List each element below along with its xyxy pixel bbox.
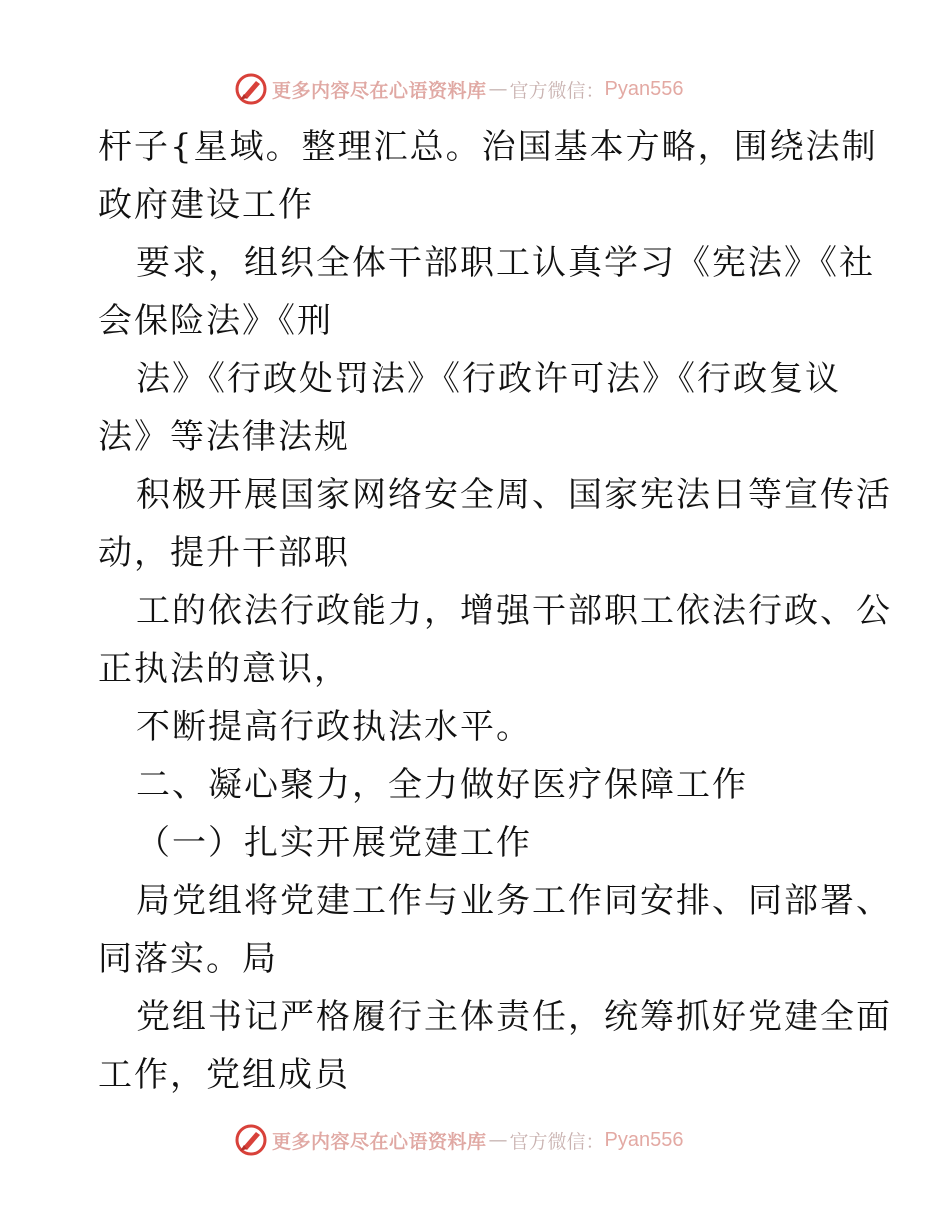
text-line: 动，提升干部职	[98, 533, 350, 573]
wechat-id: Pyan556	[604, 1128, 684, 1151]
banner-dash: —	[488, 78, 508, 100]
banner-text: 更多内容尽在心语资料库	[272, 1130, 487, 1153]
text-line: 局党组将党建工作与业务工作同安排、同部署、	[136, 881, 892, 921]
text-line: 工的依法行政能力，增强干部职工依法行政、公	[136, 591, 892, 631]
subsection-heading: （一）扎实开展党建工作	[136, 823, 532, 863]
text-line: 工作，党组成员	[98, 1055, 350, 1095]
wechat-id: Pyan556	[604, 77, 684, 100]
text-line: 会保险法》《刑	[98, 301, 333, 341]
text-line: 政府建设工作	[98, 185, 314, 225]
text-line: 不断提高行政执法水平。	[136, 707, 532, 747]
banner-text: 更多内容尽在心语资料库	[272, 79, 487, 102]
wechat-label: 官方微信：	[509, 1130, 605, 1153]
text-line: 法》等法律法规	[98, 417, 350, 457]
banner-dash: —	[488, 1129, 508, 1151]
text-line: 法》《行政处罚法》《行政许可法》《行政复议	[136, 359, 841, 399]
document-body	[98, 118, 892, 1104]
footer-watermark-banner	[234, 1123, 684, 1157]
brand-logo-icon	[234, 72, 268, 106]
header-watermark-banner	[234, 72, 684, 106]
text-line: 积极开展国家网络安全周、国家宪法日等宣传活	[136, 475, 892, 515]
brand-logo-icon	[234, 1123, 268, 1157]
text-line: 正执法的意识，	[98, 649, 350, 689]
wechat-label: 官方微信：	[509, 79, 605, 102]
text-line: 党组书记严格履行主体责任，统筹抓好党建全面	[136, 997, 892, 1037]
text-line: 同落实。局	[98, 939, 278, 979]
text-line: 杆子{星域。整理汇总。治国基本方略，围绕法制	[98, 127, 878, 167]
section-heading: 二、凝心聚力，全力做好医疗保障工作	[136, 765, 748, 805]
text-line: 要求，组织全体干部职工认真学习《宪法》《社	[136, 243, 875, 283]
